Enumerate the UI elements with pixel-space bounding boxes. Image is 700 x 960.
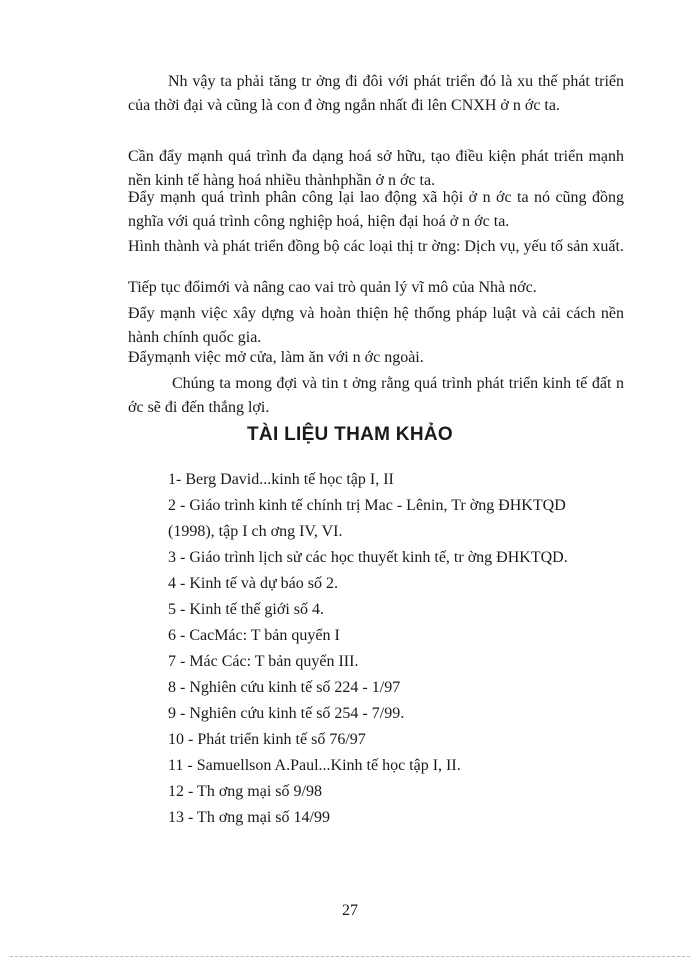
paragraph-7 <box>128 346 624 370</box>
references-list <box>168 468 638 832</box>
reference-item: 4 - Kinh tế và dự báo số 2. <box>168 575 338 592</box>
paragraph-8-text: Chúng ta mong đợi và tin t ởng rằng quá trình phát triển kinh tế đất n ớc sẽ đi đến thắng lợi. <box>128 375 624 416</box>
paragraph-5-text: Tiếp tục đổimới và nâng cao vai trò quản lý vĩ mô của Nhà nớc. <box>128 279 537 296</box>
reference-item: 2 - Giáo trình kinh tế chính trị Mac - Lênin, Tr ờng ĐHKTQD <box>168 497 566 514</box>
reference-item: 8 - Nghiên cứu kinh tế số 224 - 1/97 <box>168 679 401 696</box>
reference-item: 1- Berg David...kinh tế học tập I, II <box>168 471 394 488</box>
reference-item: (1998), tập I ch ơng IV, VI. <box>168 523 343 540</box>
paragraph-6-text: Đẩy mạnh việc xây dựng và hoàn thiện hệ thống pháp luật và cải cách nền hành chính quốc gia. <box>128 305 624 346</box>
references-heading: TÀI LIỆU THAM KHẢO <box>247 424 453 445</box>
page-number: 27 <box>342 902 358 919</box>
paragraph-1-text: Nh vậy ta phải tăng tr ởng đi đôi với phát triển đó là xu thế phát triển của thời đại và cũng là con đ ờng ngắn nhất đi lên CNXH ở n ớc ta. <box>128 73 624 114</box>
paragraph-6 <box>128 302 624 350</box>
paragraph-3-text: Đẩy mạnh quá trình phân công lại lao động xã hội ở n ớc ta nó cũng đồng nghĩa với quá trình công nghiệp hoá, hiện đại hoá ở n ớc ta. <box>128 189 624 230</box>
paragraph-4-text: Hình thành và phát triển đồng bộ các loại thị tr ờng: Dịch vụ, yếu tố sản xuất. <box>128 238 624 255</box>
reference-item: 10 - Phát triển kinh tế số 76/97 <box>168 731 366 748</box>
paragraph-8 <box>128 372 624 420</box>
paragraph-2-text: Cần đẩy mạnh quá trình đa dạng hoá sở hữu, tạo điều kiện phát triển mạnh nền kinh tế hàng hoá nhiều thànhphần ở n ớc ta. <box>128 148 624 189</box>
paragraph-7-text: Đẩymạnh việc mở cửa, làm ăn với n ớc ngoài. <box>128 349 424 366</box>
reference-item: 11 - Samuellson A.Paul...Kinh tế học tập I, II. <box>168 757 461 774</box>
paragraph-4 <box>128 235 624 259</box>
paragraph-3 <box>128 186 624 234</box>
reference-item: 12 - Th ơng mại số 9/98 <box>168 783 322 800</box>
reference-item: 6 - CacMác: T bản quyển I <box>168 627 340 644</box>
reference-item: 5 - Kinh tế thế giới số 4. <box>168 601 324 618</box>
reference-item: 9 - Nghiên cứu kinh tế số 254 - 7/99. <box>168 705 405 722</box>
reference-item: 3 - Giáo trình lịch sử các học thuyết kinh tế, tr ờng ĐHKTQD. <box>168 549 568 566</box>
paragraph-5 <box>128 276 624 300</box>
reference-item: 7 - Mác Các: T bản quyển III. <box>168 653 359 670</box>
page-bottom-divider <box>10 956 690 957</box>
reference-item: 13 - Th ơng mại số 14/99 <box>168 809 330 826</box>
paragraph-1 <box>128 70 624 118</box>
